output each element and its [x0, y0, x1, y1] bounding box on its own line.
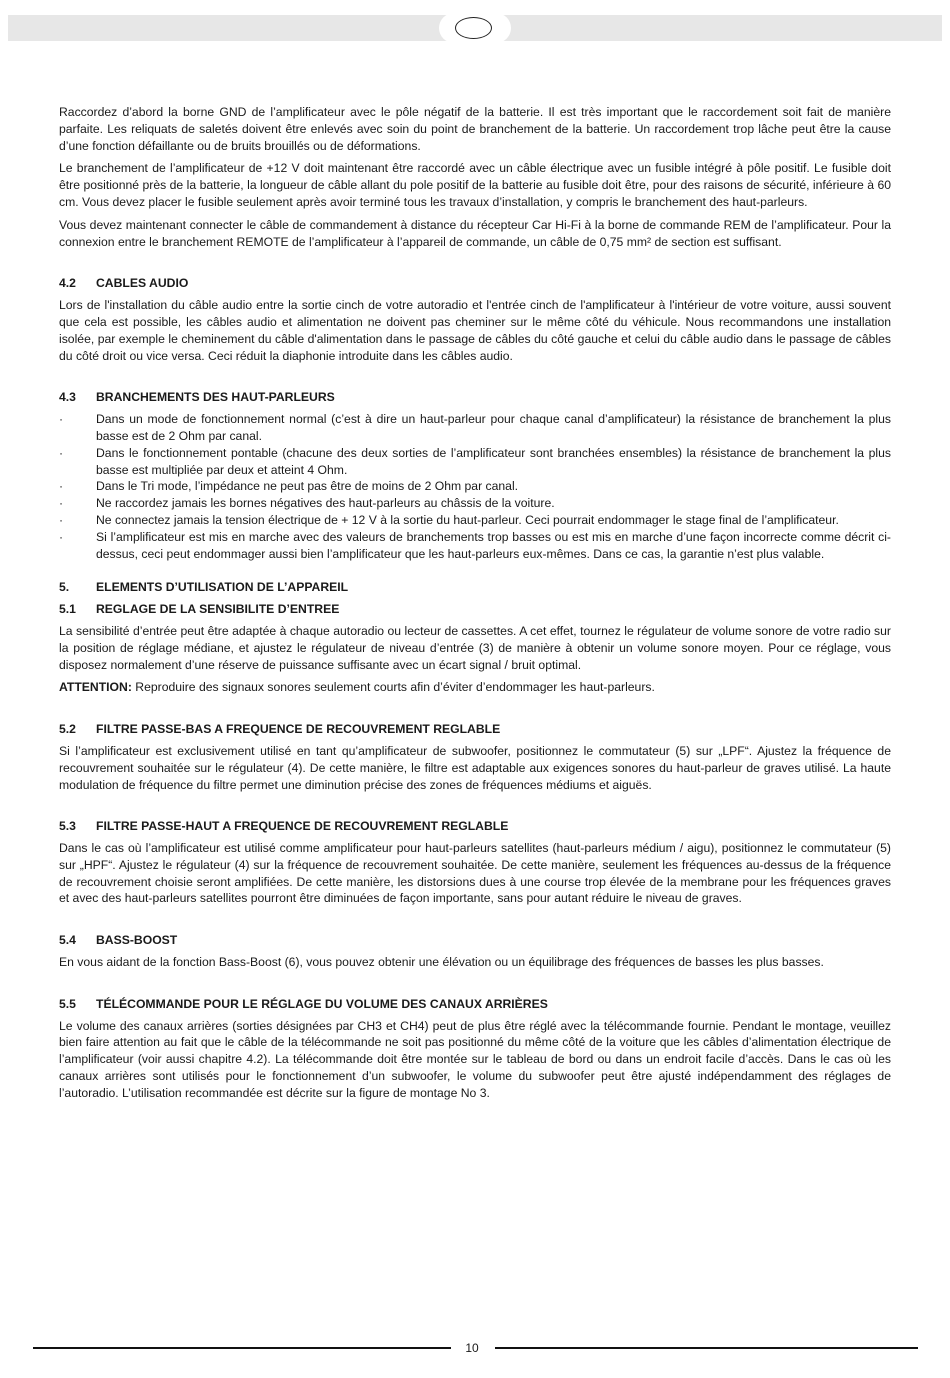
list-item: · Dans le fonctionnement pontable (chacune des deux sorties de l’amplificateur sont branchées ensembles) la résistance de branchement la plus basse est multipliée par deux et atteint 4 Ohm. [59, 445, 891, 477]
section-number: 5.4 [59, 933, 76, 948]
bullet-icon: · [59, 529, 64, 544]
section-title: ELEMENTS D’UTILISATION DE L’APPAREIL [96, 580, 349, 595]
header-oval-emblem [455, 17, 492, 39]
list-item: · Dans le Tri mode, l’impédance ne peut pas être de moins de 2 Ohm par canal. [59, 479, 519, 494]
section-number: 5.2 [59, 722, 76, 737]
section-number: 5.3 [59, 819, 76, 834]
section-5-4-heading [59, 932, 891, 949]
section-5-5-text: Le volume des canaux arrières (sorties désignées par CH3 et CH4) peut de plus être réglé avec la télécommande fournie. Pendant le montage, veuillez bien faire attention au fait que le câble de la télécommande ne soit pas positionné du même côté de la voiture que les câbles d’alimentation électrique de l’amplificateur (voir aussi chapitre 4.2). La télécommande doit être montée sur le tableau de bord ou dans un endroit facile d’accès. Dans le cas où les canaux arrières sont utilisés pour le fonctionnement d’un subwoofer, le volume du subwoofer peut être ajusté indépendamment des réglages de l’autoradio. L’utilisation recommandée est décrite sur la figure de montage No 3. [59, 1018, 891, 1100]
speaker-connection-list [59, 411, 891, 562]
section-5-4-text: En vous aidant de la fonction Bass-Boost (6), vous pouvez obtenir une élévation ou un équilibrage des fréquences de basses les plus basses. [59, 955, 824, 970]
section-4-2-text: Lors de l'installation du câble audio entre la sortie cinch de votre autoradio et l'entrée cinch de l'amplificateur à l'intérieur de votre voiture, aussi souvent que cela est possible, les câbles audio et alimentation ne doivent pas cheminer sur le même côté du véhicule. Nous recommandons une installation isolée, par exemple le cheminement du câble d'alimentation dans le passage de câbles du côté gauche et celui du câble audio dans le passage de câbles du côté droit ou vice versa. Ceci réduit la diaphonie introduite dans les câbles audio. [59, 298, 891, 363]
section-number: 5.5 [59, 996, 76, 1011]
bullet-icon: · [59, 479, 64, 494]
page-number: 10 [465, 1341, 479, 1355]
section-5-heading [59, 579, 891, 596]
section-title: FILTRE PASSE-HAUT A FREQUENCE DE RECOUVREMENT REGLABLE [96, 819, 509, 834]
section-4-2-heading [59, 275, 891, 292]
section-title: BASS-BOOST [96, 933, 178, 948]
bullet-icon: · [59, 412, 64, 427]
section-title: CABLES AUDIO [96, 276, 189, 291]
footer-rule-right [495, 1347, 918, 1349]
section-number: 5.1 [59, 602, 76, 617]
section-number: 5. [59, 580, 70, 595]
bullet-icon: · [59, 445, 64, 460]
page-content [59, 104, 891, 1108]
section-title: BRANCHEMENTS DES HAUT-PARLEURS [96, 390, 335, 405]
section-5-5-heading [59, 996, 891, 1013]
bullet-icon: · [59, 496, 64, 511]
section-5-2-heading [59, 721, 891, 738]
list-item: · Ne connectez jamais la tension électrique de + 12 V à la sortie du haut-parleur. Ceci pourrait endommager le stage final de l’amplificateur. [59, 512, 839, 527]
section-5-1-heading [59, 601, 891, 618]
section-number: 4.2 [59, 276, 76, 291]
section-title: FILTRE PASSE-BAS A FREQUENCE DE RECOUVREMENT REGLABLE [96, 722, 501, 737]
section-5-2-text: Si l’amplificateur est exclusivement utilisé en tant qu’amplificateur de subwoofer, positionnez le commutateur (5) sur „LPF“. Ajustez la fréquence de recouvrement souhaitée sur le régulateur (4). De cette manière, le filtre est adaptable aux exigences sonores du haut-parleur de graves utilisé. La haute modulation de fréquence du filtre permet une diminution précise des zones de fréquences médiums et aiguës. [59, 743, 891, 792]
list-item: · Si l’amplificateur est mis en marche avec des valeurs de branchements trop basses ou est mis en marche d’une façon incorrecte comme décrit ci-dessus, ceci peut endommager aussi bien l’amplificateur que les haut-parleurs eux-mêmes. Dans ce cas, la garantie n’est plus valable. [59, 529, 891, 561]
attention-label: ATTENTION: [59, 680, 132, 695]
list-item: · Ne raccordez jamais les bornes négatives des haut-parleurs au châssis de la voiture. [59, 496, 555, 511]
footer-rule-left [33, 1347, 451, 1349]
intro-paragraph-3: Vous devez maintenant connecter le câble de commandement à distance du récepteur Car Hi-Fi à la borne de commande REM de l’amplificateur. Pour la connexion entre le branchement REMOTE de l’amplificateur à l’appareil de commande, un câble de 0,75 mm² de section est suffisant. [59, 217, 891, 249]
bullet-icon: · [59, 512, 64, 527]
section-5-1-text: La sensibilité d’entrée peut être adaptée à chaque autoradio ou lecteur de cassettes. A cet effet, tournez le régulateur de volume sonore de votre radio sur la position de réglage médiane, et ajustez le régulateur de niveau d’entrée (3) de manière à obtenir un volume sonore moyen. Pour ce réglage, vous disposez normalement d’une réserve de puissance suffisante avec un écart signal / bruit optimal. [59, 623, 891, 672]
list-item: · Dans un mode de fonctionnement normal (c’est à dire un haut-parleur pour chaque canal d’amplificateur) la résistance de branchement la plus basse est de 2 Ohm par canal. [59, 412, 891, 443]
attention-note [59, 679, 891, 696]
intro-paragraph-2: Le branchement de l’amplificateur de +12 V doit maintenant être raccordé avec un câble électrique avec un fusible intégré à pôle positif. Le fusible doit être positionné près de la batterie, la longueur de câble allant du pole positif de la batterie au fusible doit être, pour des raisons de sécurité, inférieure à 60 cm. Vous devez placer le fusible seulement après avoir terminé tous les travaux d’installation, y compris le branchement des haut-parleurs. [59, 161, 891, 209]
section-4-3-heading [59, 389, 891, 406]
intro-paragraph-1: Raccordez d’abord la borne GND de l’amplificateur avec le pôle négatif de la batterie. Il est très important que le raccordement soit fait de manière parfaite. Les reliquats de saletés doivent être enlevés avec soin du point de branchement de la batterie. Un raccordement trop lâche peut être la cause d’une fonction défaillante ou de bruits brouillés ou de déformations. [59, 105, 891, 153]
attention-text: Reproduire des signaux sonores seulement courts afin d’éviter d’endommager les haut-parleurs. [131, 680, 655, 695]
section-number: 4.3 [59, 390, 76, 405]
section-5-3-text: Dans le cas où l’amplificateur est utilisé comme amplificateur pour haut-parleurs satellites (haut-parleurs médium / aigu), positionnez le commutateur (5) sur „HPF“. Ajustez le régulateur (4) sur la fréquence de recouvrement souhaitée. De cette manière, seulement les fréquences au-dessus de la fréquence de recouvrement choisie seront amplifiées. De cette manière, les distorsions dues à une course trop élevée de la membrane pour les fréquences graves et avec des haut-parleurs satellites pourront être diminuées de façon importante, sans pour autant réduire le niveau de graves. [59, 841, 891, 906]
section-5-3-heading [59, 818, 891, 835]
section-title: REGLAGE DE LA SENSIBILITE D’ENTREE [96, 602, 340, 617]
section-title: TÉLÉCOMMANDE POUR LE RÉGLAGE DU VOLUME DES CANAUX ARRIÈRES [96, 996, 548, 1011]
